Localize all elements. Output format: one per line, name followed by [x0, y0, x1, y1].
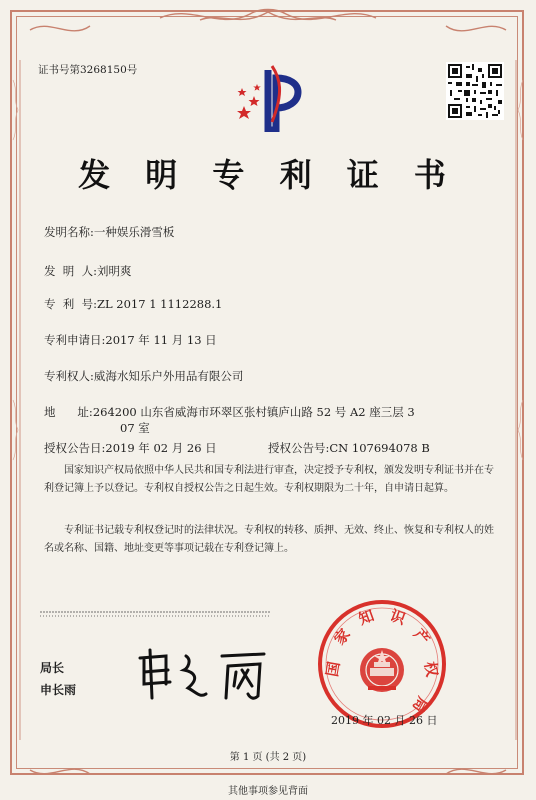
- patent-office-logo-icon: [232, 62, 308, 132]
- svg-text:知: 知: [356, 606, 377, 629]
- patentee-label: 专利权人:: [44, 369, 94, 383]
- back-note: 其他事项参见背面: [228, 786, 308, 797]
- grant-date-value: 2019 年 02 月 26 日: [105, 441, 217, 455]
- svg-text:国: 国: [322, 660, 344, 679]
- paragraph-grant-statement: 国家知识产权局依照中华人民共和国专利法进行审查，决定授予专利权，颁发发明专利证书并在专利登记簿上予以登记。专利权自授权公告之日起生效。专利权期限为二十年，自申请日起算。: [44, 465, 494, 494]
- svg-text:识: 识: [387, 606, 408, 629]
- inventor-row: [44, 263, 132, 279]
- official-seal-icon: [316, 598, 448, 730]
- patentee-value: 威海水知乐户外用品有限公司: [93, 369, 244, 383]
- address-line1: 264200 山东省威海市环翠区张村镇庐山路 52 号 A2 座三层 3: [92, 405, 415, 419]
- qr-code-icon: [446, 62, 504, 120]
- director-name: 申长雨: [40, 683, 77, 697]
- address-row: [44, 404, 415, 420]
- application-date-value: 2017 年 11 月 13 日: [105, 333, 217, 347]
- certificate-title: 发 明 专 利 证 书: [78, 156, 458, 194]
- director-title: 局长: [40, 661, 65, 675]
- page-number: 第 1 页 (共 2 页): [229, 752, 307, 763]
- application-date-row: [44, 332, 217, 348]
- inventor-value: 刘明爽: [97, 264, 132, 278]
- address-line2: 07 室: [120, 421, 150, 435]
- patent-number-label: 专 利 号:: [44, 297, 97, 311]
- signature-icon: [130, 638, 280, 704]
- address-label: 地 址:: [44, 405, 93, 419]
- patentee-row: [44, 368, 243, 384]
- grant-number-label: 授权公告号:: [268, 441, 330, 455]
- patent-number-row: [44, 296, 222, 312]
- patent-number-value: ZL 2017 1 1112288.1: [97, 297, 223, 311]
- invention-name-row: [44, 224, 174, 240]
- invention-name-value: 一种娱乐滑雪板: [93, 225, 175, 239]
- application-date-label: 专利申请日:: [44, 333, 106, 347]
- svg-text:家: 家: [330, 625, 354, 649]
- svg-text:产: 产: [410, 625, 434, 649]
- certificate-number: 证书号第3268150号: [38, 64, 138, 76]
- svg-text:局: 局: [408, 693, 432, 716]
- grant-date-label: 授权公告日:: [44, 441, 106, 455]
- invention-name-label: 发明名称:: [44, 225, 94, 239]
- seal-date: 2019 年 02 月 26 日: [331, 714, 438, 727]
- grant-number-row: [268, 440, 430, 456]
- inventor-label: 发 明 人:: [44, 264, 97, 278]
- svg-text:权: 权: [420, 660, 442, 679]
- paragraph-legal-status: 专利证书记载专利权登记时的法律状况。专利权的转移、质押、无效、终止、恢复和专利权人的姓名或名称、国籍、地址变更等事项记载在专利登记簿上。: [44, 525, 494, 554]
- grant-number-value: CN 107694078 B: [329, 441, 430, 455]
- grant-date-row: [44, 440, 217, 456]
